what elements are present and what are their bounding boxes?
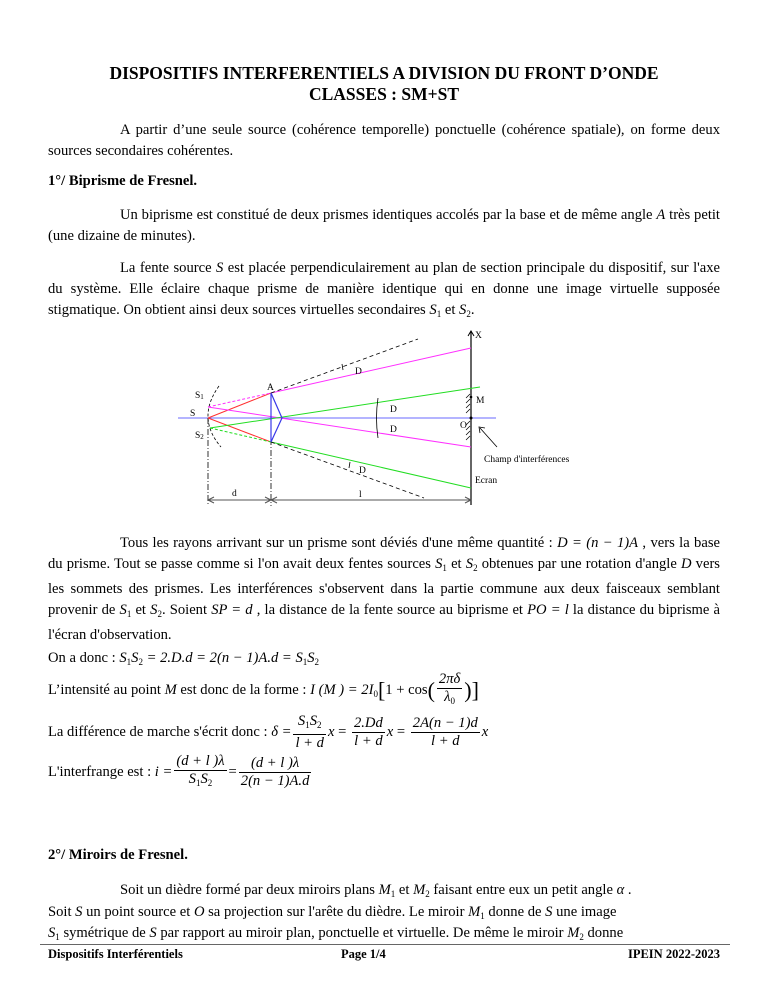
svg-text:X: X: [475, 331, 482, 341]
svg-text:D: D: [390, 405, 397, 415]
var-S1: $S_1$: [119, 602, 132, 619]
footer-right: IPEIN 2022-2023: [627, 947, 720, 961]
text: symétrique de: [59, 925, 150, 941]
fente-source-paragraph: [48, 258, 720, 325]
text: et: [441, 302, 460, 318]
delta: δ =: [271, 724, 292, 740]
var-S2: $S_2$: [465, 556, 478, 573]
text: Un biprisme est constitué de deux prismes identiques accolés par la base et de même angle: [120, 207, 653, 223]
equation-intensity: L’intensité au point M est donc de la forme : I (M ) = $2I_0[1 + \cos$( $\frac{2\pi\delta}{\lambda_0}$ )]: [48, 671, 479, 707]
text: et: [131, 602, 151, 618]
svg-text:d: d: [232, 489, 237, 499]
svg-text:A: A: [267, 383, 274, 393]
var-S2: $S_2$: [459, 302, 471, 319]
num: (d + l )λ: [239, 755, 312, 773]
section-2-heading: 2°/ Miroirs de Fresnel.: [48, 847, 188, 863]
var-A: A: [656, 207, 666, 223]
miroirs-paragraph: Soit un dièdre formé par deux miroirs plans $M_1$ et $M_2$ faisant entre eux un petit angle α .: [120, 882, 632, 899]
svg-text:Ecran: Ecran: [475, 476, 498, 486]
text: par rapport au miroir plan, ponctuelle et virtuelle. De même le miroir: [156, 925, 568, 941]
svg-text:D: D: [359, 466, 366, 476]
text: la distance du biprisme à l'écran d'observation.: [48, 602, 721, 643]
var-S1: $S_1$: [435, 556, 447, 573]
text: Soit: [48, 904, 76, 920]
footer-left: Dispositifs Interférentiels: [48, 947, 183, 961]
miroirs-paragraph-line3: $S_1$ symétrique de S par rapport au miroir plan, ponctuelle et virtuelle. De même le miroir $M_2$ donne: [48, 925, 624, 942]
svg-text:D: D: [355, 367, 362, 377]
equation-interfrange: L'interfrange est : i = $\frac{(d + l )\lambda}{S_1S_2}$ = $\frac{(d + l )\lambda}{2(n - 1)A.d}$: [48, 753, 310, 790]
svg-text:S2: S2: [195, 431, 204, 441]
page-subtitle-classes: CLASSES : SM+ST: [308, 84, 460, 104]
text: vers les sommets des prismes. Les interférences s'observent dans la partie commune aux deux faisceaux semblant provenir de: [48, 556, 720, 618]
text: L’intensité au point: [48, 682, 165, 698]
deviation-paragraph: [48, 533, 720, 646]
den: l + d: [354, 733, 383, 750]
eq2-den: λ: [444, 689, 451, 706]
svg-text:O: O: [460, 421, 467, 431]
var-S1: $S_1$: [429, 302, 442, 319]
text: un point source et: [82, 904, 194, 920]
text: faisant entre eux un petit angle: [429, 882, 617, 898]
eq2-lhs: I (M ) = 2I: [310, 682, 374, 698]
text: très petit (une dizaine de minutes).: [48, 207, 720, 244]
text: , vers la base du prisme. Tout se passe comme si l'on avait deux fentes sources: [48, 535, 720, 572]
footer-divider: [40, 944, 730, 945]
equation-path-difference: La différence de marche s'écrit donc : δ = $\frac{S_1S_2}{l + d}$ x = $\frac{2.Dd}{l + d}$ x = $\frac{2A(n - 1)d}{l + d}$ x: [48, 713, 489, 752]
eq2-num: 2πδ: [438, 671, 461, 688]
text: L'interfrange est :: [48, 764, 155, 780]
biprisme-description: [48, 205, 720, 247]
text: est placée perpendiculairement au plan de section principale du dispositif, sur l'axe du système. Elle éclaire chaque prisme de manière identique qui en donne une image virtuelle supposée stigmatique. On obtient ainsi deux sources virtuelles secondaires: [48, 260, 721, 318]
svg-text:Champ d'interférences: Champ d'interférences: [484, 455, 570, 465]
num: (d + l )λ: [176, 753, 225, 770]
biprisme-diagram: [160, 325, 610, 510]
den: l + d: [431, 733, 460, 750]
text: une image: [552, 904, 617, 920]
svg-text:S1: S1: [195, 391, 204, 401]
den: 2(n − 1)A.d: [240, 773, 310, 790]
text: La différence de marche s'écrit donc :: [48, 724, 272, 740]
po-formula: PO = l: [527, 602, 569, 618]
miroirs-paragraph-line2: Soit S un point source et O sa projection sur l'arête du dièdre. Le miroir $M_1$ donne de S une image: [48, 904, 617, 921]
eq2-rhs: 1 + cos: [385, 682, 428, 698]
text: , la distance de la fente source au biprisme et: [252, 602, 528, 618]
sp-formula: SP = d: [211, 602, 253, 618]
svg-text:M: M: [476, 396, 485, 406]
section-1-heading: 1°/ Biprisme de Fresnel.: [48, 173, 198, 189]
text: La fente source: [120, 260, 217, 276]
equation-s1s2: On a donc : $S_1S_2 = 2.D.d = 2(n - 1)A.d = S_1S_2$: [48, 650, 320, 667]
deviation-formula: D = (n − 1)A: [557, 535, 639, 551]
text: On a donc :: [48, 650, 120, 666]
text: est donc de la forme :: [176, 682, 311, 698]
eq1-body: = 2.D.d = 2(n − 1)A.d =: [146, 650, 296, 666]
text: Tous les rayons arrivant sur un prisme sont déviés d'une même quantité :: [120, 535, 558, 551]
text: . Soient: [161, 602, 212, 618]
num: 2A(n − 1)d: [412, 715, 478, 732]
num: 2.Dd: [353, 715, 383, 732]
den: l + d: [295, 735, 324, 752]
text: Soit un dièdre formé par deux miroirs plans: [120, 882, 379, 898]
intro-paragraph: A partir d’une seule source (cohérence temporelle) ponctuelle (cohérence spatiale), on forme deux sources secondaires cohérentes.: [48, 122, 720, 159]
text: donne: [583, 925, 624, 941]
var-S2: $S_2$: [150, 602, 162, 619]
text: donne de: [484, 904, 546, 920]
text: .: [624, 882, 632, 898]
text: obtenues par une rotation d'angle: [477, 556, 681, 572]
text: .: [470, 302, 475, 318]
i-var: i =: [154, 764, 173, 780]
svg-text:D: D: [390, 425, 397, 435]
var-D: D: [680, 556, 692, 572]
var-S: S: [216, 260, 224, 276]
text: et: [446, 556, 466, 572]
page-title: DISPOSITIFS INTERFERENTIELS A DIVISION DU FRONT D’ONDE: [109, 63, 659, 83]
text: sa projection sur l'arête du dièdre. Le miroir: [204, 904, 469, 920]
var-alpha: α: [616, 882, 625, 898]
footer-page-number: Page 1/4: [341, 947, 386, 961]
svg-text:l: l: [359, 490, 362, 500]
text: et: [395, 882, 414, 898]
svg-text:S: S: [190, 409, 196, 419]
